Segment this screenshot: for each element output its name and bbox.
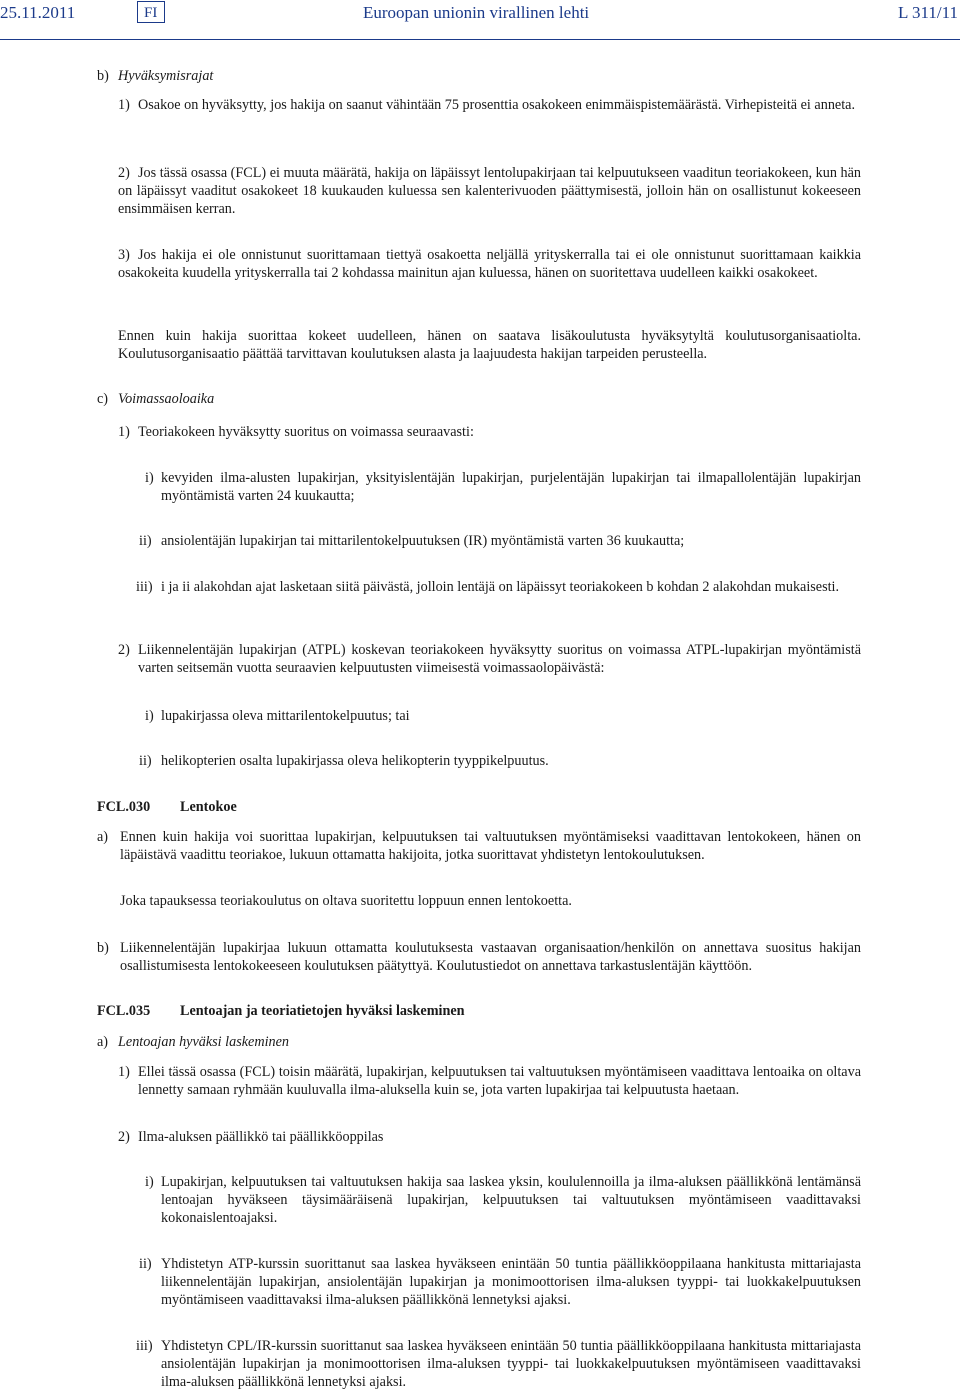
sub-item-label: i) — [145, 470, 154, 486]
list-item: Liikennelentäjän lupakirjan (ATPL) koskevan teoriakokeen hyväksytty suoritus on voimassa ATPL-lupakirjan myöntämistä varten seitsemän vuotta seuraavien kelpuutusten viimeisestä voimassaolopäivästä: — [138, 642, 861, 676]
item-label: 2) — [118, 165, 130, 181]
sub-item-label: ii) — [139, 753, 152, 769]
item-label: 1) — [118, 424, 130, 440]
item-label: 2) — [118, 1129, 130, 1145]
section-c-title: Voimassaoloaika — [118, 391, 215, 407]
page-number: L 311/11 — [898, 3, 958, 22]
item-label: 1) — [118, 1064, 130, 1080]
article-code: FCL.030 — [97, 799, 151, 815]
sub-item: helikopterien osalta lupakirjassa oleva helikopterin tyyppikelpuutus. — [161, 753, 549, 769]
item-label: 1) — [118, 97, 130, 113]
item-label: 3) — [118, 247, 130, 263]
list-item: Ellei tässä osassa (FCL) toisin määrätä, lupakirjan, kelpuutuksen tai valtuutuksen myöntämiseen vaadittava lentoaika on oltava lennetty samaan ryhmään kuuluvalla ilma-aluksella kuin se, jota varten lupakirjaa tai kelpuutusta haetaan. — [138, 1064, 861, 1098]
sub-item: Yhdistetyn CPL/IR-kurssin suorittanut saa laskea hyväkseen enintään 50 tuntia päällikköoppilaana hankitusta mittariajasta ansiolentäjän lupakirjan ja monimoottorisen ilma-aluksen tyyppi- tai luokkakelpuutuksen myöntämiseen vaadittavaksi ilma-aluksen päällikkönä lennetyksi ajaksi. — [161, 1338, 861, 1390]
list-item: Ennen kuin hakija voi suorittaa lupakirjan, kelpuutuksen tai valtuutuksen myöntämiseksi vaadittavan lentokokeen, hänen on läpäistävä vaadittu teoriakoe, lukuun ottamatta hakijoita, jotka suorittavat yhdistetyn lentokoulutuksen. — [120, 829, 861, 863]
section-title: Lentoajan hyväksi laskeminen — [118, 1034, 289, 1050]
list-item: Osakoe on hyväksytty, jos hakija on saanut vähintään 75 prosenttia osakokeen enimmäispistemäärästä. Virhepisteitä ei anneta. — [138, 97, 855, 113]
list-item: Liikennelentäjän lupakirjaa lukuun ottamatta koulutuksesta vastaavan organisaation/henkilön on annettava suositus hakijan osallistumisesta lentokokeeseen koulutuksen päätyttyä. Koulutustiedot on annettava tarkastuslentäjän käyttöön. — [120, 940, 861, 974]
sub-item: Lupakirjan, kelpuutuksen tai valtuutuksen hakija saa laskea yksin, koululennoilla ja ilma-aluksen päällikkönä lentämänsä lentoajan hyväkseen täysimääräisenä lupakirjan, kelpuutuksen tai valtuutuksen myöntämiseen vaadittavaksi kokonaislentoajaksi. — [161, 1174, 861, 1226]
list-item: Teoriakokeen hyväksytty suoritus on voimassa seuraavasti: — [138, 424, 474, 440]
sub-item-label: iii) — [136, 1338, 153, 1354]
paragraph: Joka tapauksessa teoriakoulutus on oltava suoritettu loppuun ennen lentokoetta. — [120, 893, 572, 909]
article-title: Lentokoe — [180, 799, 237, 815]
sub-item: lupakirjassa oleva mittarilentokelpuutus; tai — [161, 708, 410, 724]
sub-item: ansiolentäjän lupakirjan tai mittarilentokelpuutuksen (IR) myöntämistä varten 36 kuukautta; — [161, 533, 685, 549]
sub-item-label: iii) — [136, 579, 153, 595]
header-divider — [0, 39, 960, 40]
sub-item: kevyiden ilma-alusten lupakirjan, yksityislentäjän lupakirjan, purjelentäjän lupakirjan tai ilmapallolentäjän lupakirjan myöntämistä varten 24 kuukautta; — [161, 470, 861, 504]
article-title: Lentoajan ja teoriatietojen hyväksi laskeminen — [180, 1003, 465, 1019]
section-b-label: b) — [97, 68, 109, 84]
list-item: Jos tässä osassa (FCL) ei muuta määrätä, hakija on läpäissyt lentolupakirjaan tai kelpuutukseen vaaditun teoriakokeen, kun hän on läpäissyt vaaditut osakokeet 18 kuukauden kuluessa sen kalenterivuoden päättymisestä, jolloin hän on osallistunut kokeeseen ensimmäisen kerran. — [118, 165, 861, 217]
item-label: a) — [97, 829, 109, 845]
article-code: FCL.035 — [97, 1003, 151, 1019]
page-header — [0, 4, 960, 26]
list-item: Ilma-aluksen päällikkö tai päällikköoppilas — [138, 1129, 384, 1145]
item-label: b) — [97, 940, 109, 956]
section-b-title: Hyväksymisrajat — [118, 68, 214, 84]
sub-item-label: ii) — [139, 1256, 152, 1272]
list-item: Jos hakija ei ole onnistunut suorittamaan tiettyä osakoetta neljällä yrityskerralla tai ei ole onnistunut suorittamaan kaikkia osakokeita kuudella yrityskerralla tai 2 kohdassa mainitun ajan kuluessa, hänen on suoritettava uudelleen kaikki osakokeet. — [118, 247, 861, 281]
sub-item: Yhdistetyn ATP-kurssin suorittanut saa laskea hyväkseen enintään 50 tuntia päällikköoppilaana hankitusta mittariajasta liikennelentäjän lupakirjan, ansiolentäjän lupakirjan ja monimoottorisen ilma-aluksen tyyppi- tai luokkakelpuutuksen myöntämiseen vaadittavaksi ilma-aluksen päällikkönä lennetyksi ajaksi. — [161, 1256, 861, 1308]
sub-item-label: ii) — [139, 533, 152, 549]
item-label: 2) — [118, 642, 130, 658]
journal-title: Euroopan unionin virallinen lehti — [363, 3, 590, 22]
language-badge: FI — [137, 1, 165, 23]
section-c-label: c) — [97, 391, 109, 407]
sub-item: i ja ii alakohdan ajat lasketaan siitä päivästä, jolloin lentäjä on läpäissyt teoriakokeen b kohdan 2 alakohdan mukaisesti. — [161, 579, 840, 595]
sub-item-label: i) — [145, 1174, 154, 1190]
section-label: a) — [97, 1034, 109, 1050]
paragraph: Ennen kuin hakija suorittaa kokeet uudelleen, hänen on saatava lisäkoulutusta hyväksytyltä koulutusorganisaatiolta. Koulutusorganisaatio päättää tarvittavan koulutuksen alasta ja laajuudesta hakijan tarpeiden perusteella. — [118, 328, 861, 362]
sub-item-label: i) — [145, 708, 154, 724]
header-date: 25.11.2011 — [0, 3, 76, 22]
